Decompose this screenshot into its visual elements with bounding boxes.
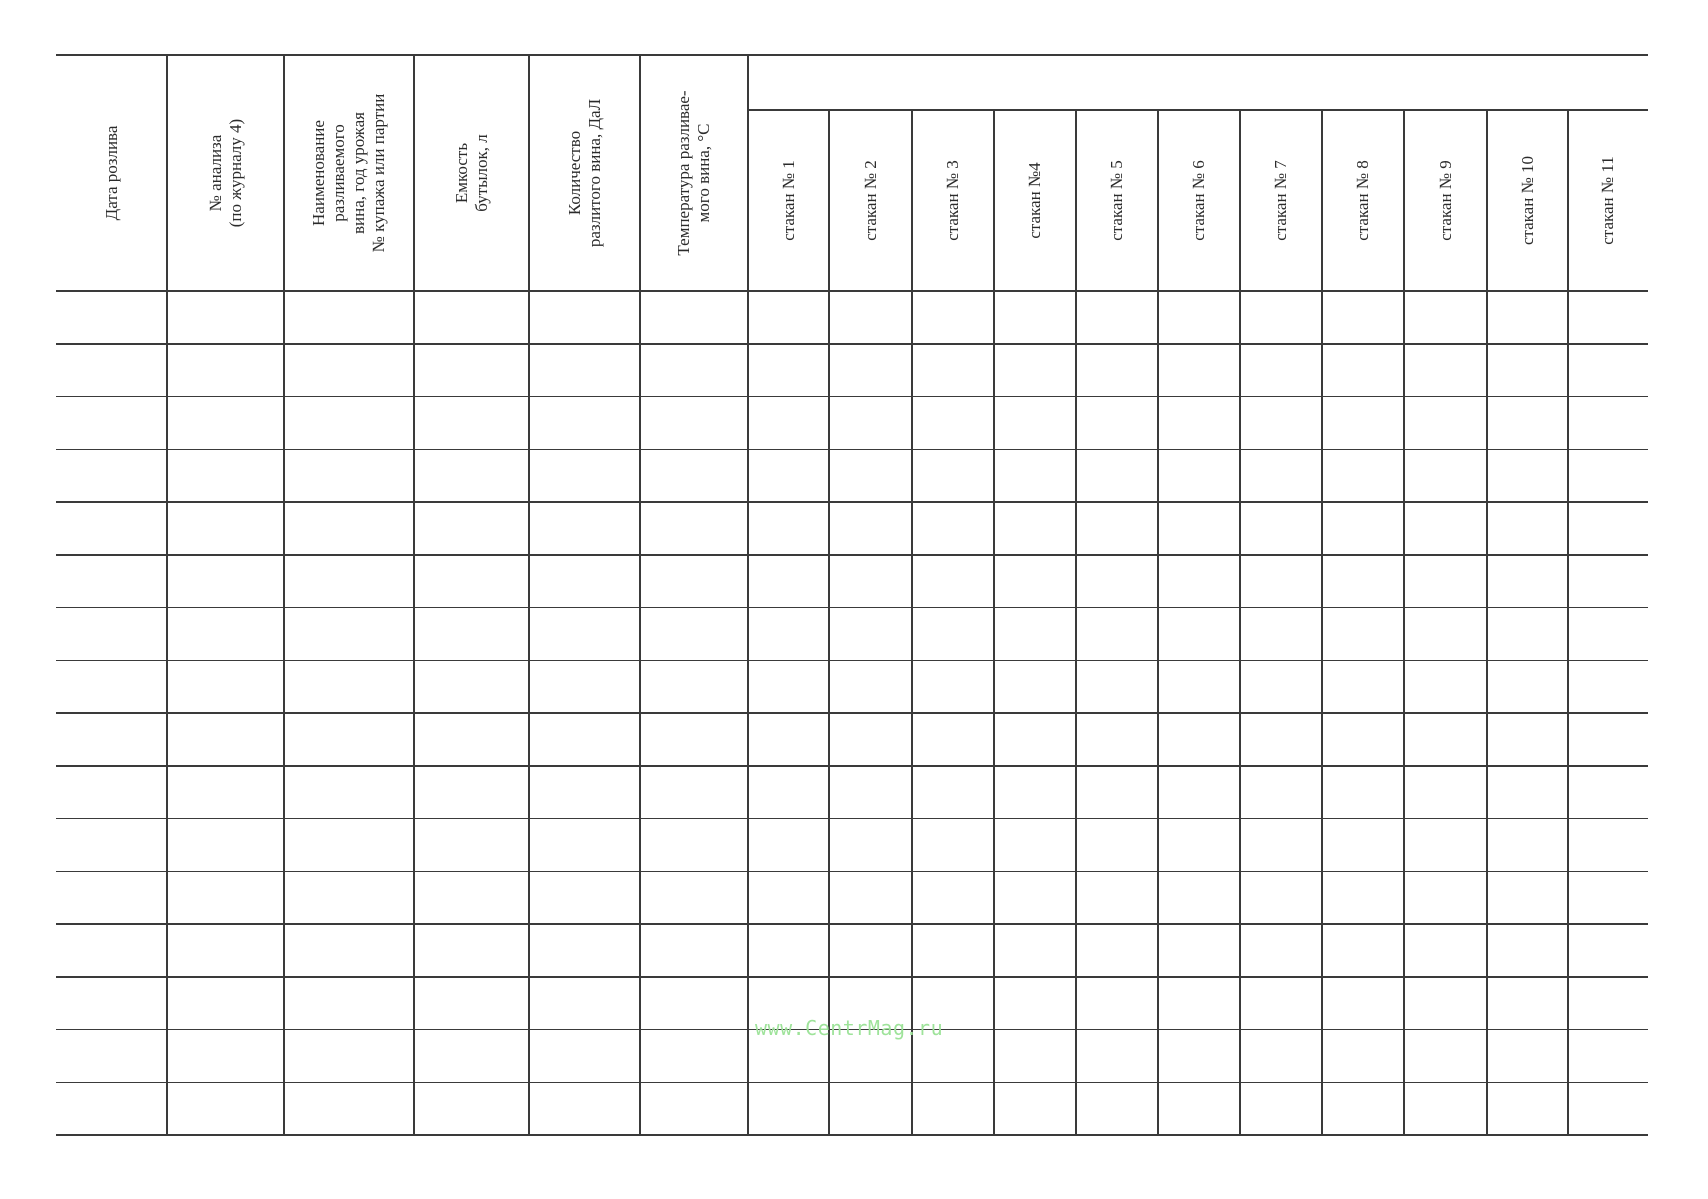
column-header-quantity: Количество разлитого вина, ДаЛ: [564, 98, 604, 248]
column-header-date: Дата розлива: [101, 125, 121, 221]
glass-header-3: стакан № 3: [943, 160, 962, 241]
table-row: [56, 1082, 1648, 1135]
glass-header-1: стакан № 1: [778, 160, 798, 241]
column-header-capacity: Емкость бутылок, л: [451, 134, 491, 212]
table-row: [56, 502, 1648, 555]
table-row: [56, 449, 1648, 502]
table-row: [56, 924, 1648, 977]
table-row: [56, 397, 1648, 450]
table-row: [56, 819, 1648, 872]
table-row: [56, 608, 1648, 661]
table-row: [56, 871, 1648, 924]
watermark: www.CentrMag.ru: [755, 1016, 944, 1040]
column-header-temperature: Температура разливае- мого вина, °С: [674, 90, 713, 256]
table-row: [56, 713, 1648, 766]
table-row: [56, 291, 1648, 344]
table-top-border: [56, 54, 1648, 56]
table-row: [56, 555, 1648, 608]
table-row: [56, 344, 1648, 397]
glass-header-2: стакан № 2: [860, 160, 880, 241]
glass-header-10: стакан № 10: [1517, 155, 1537, 246]
column-header-analysis: № анализа (по журналу 4): [205, 118, 245, 228]
glass-header-4: стакан №4: [1025, 162, 1044, 239]
glass-header-6: стакан № 6: [1189, 160, 1208, 241]
table-row: [56, 766, 1648, 819]
glass-header-7: стакан № 7: [1271, 160, 1290, 241]
column-header-name: Наименование разливаемого вина, год урожая № купажа или партии: [309, 93, 388, 253]
glass-header-5: стакан № 5: [1107, 160, 1126, 241]
glass-header-8: стакан № 8: [1353, 160, 1372, 241]
table-row: [56, 660, 1648, 713]
glass-subheader-line: [748, 109, 1648, 111]
glass-header-11: стакан № 11: [1598, 156, 1617, 245]
glass-header-9: стакан № 9: [1435, 160, 1455, 241]
